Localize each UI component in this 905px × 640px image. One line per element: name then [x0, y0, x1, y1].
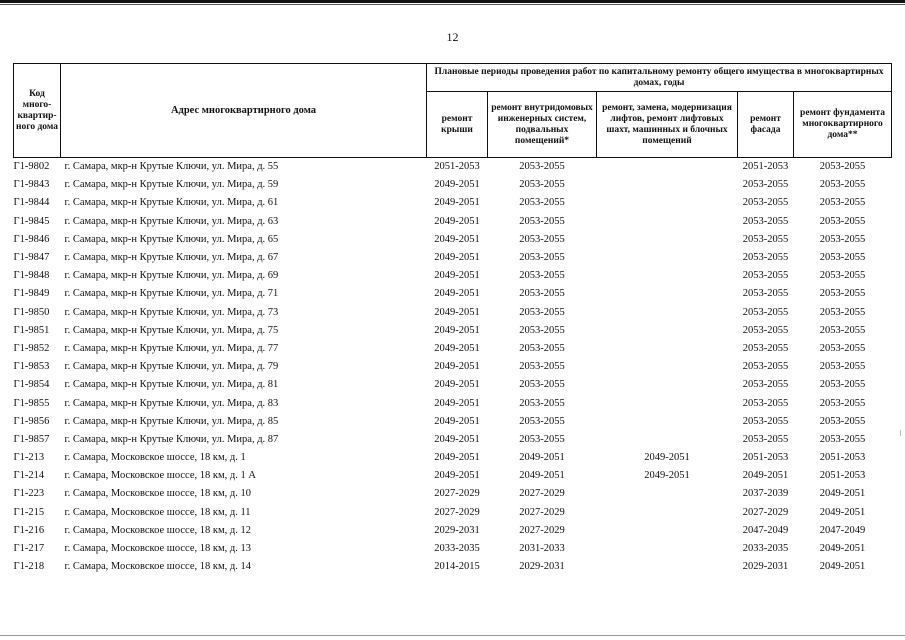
table-row	[14, 304, 892, 322]
table-row	[14, 485, 892, 503]
top-border-line	[0, 0, 905, 3]
table-row	[14, 522, 892, 540]
building-code-cell: Г1-9847	[13, 252, 50, 264]
foundation-repair-cell: 2053-2055	[819, 361, 866, 373]
roof-repair-cell: 2029-2031	[434, 524, 480, 536]
elevator-repair-cell	[597, 540, 738, 558]
foundation-repair-cell: 2053-2055	[819, 306, 866, 318]
foundation-repair-cell: 2053-2055	[819, 379, 866, 391]
elevator-repair-cell	[597, 413, 738, 431]
systems-repair-cell: 2053-2055	[519, 270, 565, 282]
header-address: Адрес многоквартирного дома	[61, 64, 427, 158]
top-border-line-thin	[0, 4, 905, 5]
foundation-repair-cell: 2053-2055	[819, 415, 866, 427]
roof-repair-cell: 2033-2035	[434, 543, 480, 555]
elevator-repair-cell	[597, 158, 738, 177]
facade-repair-cell: 2053-2055	[742, 179, 789, 191]
facade-repair-cell: 2053-2055	[742, 342, 789, 354]
facade-repair-cell: 2053-2055	[742, 306, 789, 318]
facade-repair-cell: 2053-2055	[742, 397, 789, 409]
foundation-repair-cell: 2047-2049	[819, 524, 866, 536]
foundation-repair-cell: 2049-2051	[819, 488, 866, 500]
systems-repair-cell: 2053-2055	[519, 433, 565, 445]
elevator-repair-cell	[597, 322, 738, 340]
foundation-repair-cell: 2053-2055	[819, 161, 866, 173]
building-code-cell: Г1-218	[13, 561, 45, 573]
building-code-cell: Г1-216	[13, 524, 45, 536]
systems-repair-cell: 2053-2055	[519, 342, 565, 354]
facade-repair-cell: 2033-2035	[742, 543, 789, 555]
address-cell: г. Самара, Московское шоссе, 18 км, д. 14	[64, 561, 251, 573]
address-cell: г. Самара, Московское шоссе, 18 км, д. 1 А	[64, 470, 256, 482]
systems-repair-cell: 2053-2055	[519, 179, 565, 191]
address-cell: г. Самара, Московское шоссе, 18 км, д. 10	[64, 488, 251, 500]
building-code-cell: Г1-9851	[13, 324, 50, 336]
table-row	[14, 231, 892, 249]
systems-repair-cell: 2053-2055	[519, 197, 565, 209]
foundation-repair-cell: 2049-2051	[819, 543, 866, 555]
facade-repair-cell: 2037-2039	[742, 488, 789, 500]
building-code-cell: Г1-223	[13, 488, 45, 500]
address-cell: г. Самара, мкр-н Крутые Ключи, ул. Мира, д. 55	[64, 161, 279, 173]
systems-repair-cell: 2029-2031	[519, 561, 565, 573]
facade-repair-cell: 2051-2053	[742, 161, 789, 173]
foundation-repair-cell: 2053-2055	[819, 433, 866, 445]
foundation-repair-cell: 2053-2055	[819, 233, 866, 245]
elevator-repair-cell	[597, 340, 738, 358]
foundation-repair-cell: 2053-2055	[819, 342, 866, 354]
foundation-repair-cell: 2053-2055	[819, 252, 866, 264]
roof-repair-cell: 2049-2051	[434, 324, 480, 336]
building-code-cell: Г1-9857	[13, 433, 50, 445]
facade-repair-cell: 2053-2055	[742, 415, 789, 427]
address-cell: г. Самара, Московское шоссе, 18 км, д. 11	[64, 506, 251, 518]
roof-repair-cell: 2049-2051	[434, 470, 480, 482]
elevator-repair-cell	[597, 194, 738, 212]
building-code-cell: Г1-9843	[13, 179, 50, 191]
building-code-cell: Г1-9855	[13, 397, 50, 409]
facade-repair-cell: 2053-2055	[742, 324, 789, 336]
foundation-repair-cell: 2049-2051	[819, 506, 866, 518]
roof-repair-cell: 2049-2051	[434, 197, 480, 209]
building-code-cell: Г1-214	[13, 470, 45, 482]
building-code-cell: Г1-9852	[13, 342, 50, 354]
facade-repair-cell: 2047-2049	[742, 524, 789, 536]
elevator-repair-cell	[597, 376, 738, 394]
bottom-border-line	[0, 635, 905, 636]
address-cell: г. Самара, мкр-н Крутые Ключи, ул. Мира, д. 61	[64, 197, 279, 209]
building-code-cell: Г1-9854	[13, 379, 50, 391]
address-cell: г. Самара, мкр-н Крутые Ключи, ул. Мира, д. 87	[64, 433, 279, 445]
facade-repair-cell: 2029-2031	[742, 561, 789, 573]
systems-repair-cell: 2053-2055	[519, 161, 565, 173]
facade-repair-cell: 2053-2055	[742, 433, 789, 445]
table-row	[14, 322, 892, 340]
systems-repair-cell: 2049-2051	[519, 452, 565, 464]
capital-repair-table	[13, 63, 892, 576]
systems-repair-cell: 2053-2055	[519, 233, 565, 245]
table-row	[14, 213, 892, 231]
address-cell: г. Самара, мкр-н Крутые Ключи, ул. Мира, д. 77	[64, 342, 279, 354]
elevator-repair-cell	[597, 267, 738, 285]
facade-repair-cell: 2027-2029	[742, 506, 789, 518]
facade-repair-cell: 2053-2055	[742, 233, 789, 245]
foundation-repair-cell: 2053-2055	[819, 179, 866, 191]
table-row	[14, 358, 892, 376]
roof-repair-cell: 2049-2051	[434, 379, 480, 391]
systems-repair-cell: 2053-2055	[519, 415, 565, 427]
header-roof-repair: ремонт крыши	[427, 92, 488, 158]
foundation-repair-cell: 2053-2055	[819, 270, 866, 282]
address-cell: г. Самара, мкр-н Крутые Ключи, ул. Мира, д. 59	[64, 179, 279, 191]
roof-repair-cell: 2051-2053	[434, 161, 480, 173]
address-cell: г. Самара, мкр-н Крутые Ключи, ул. Мира, д. 63	[64, 215, 279, 227]
building-code-cell: Г1-9856	[13, 415, 50, 427]
roof-repair-cell: 2027-2029	[434, 488, 480, 500]
address-cell: г. Самара, Московское шоссе, 18 км, д. 13	[64, 543, 251, 555]
elevator-repair-cell	[597, 358, 738, 376]
header-engineering-systems-repair: ремонт внутридомовых инженерных систем, подвальных помещений*	[488, 92, 597, 158]
facade-repair-cell: 2051-2053	[742, 452, 789, 464]
table-row	[14, 267, 892, 285]
roof-repair-cell: 2049-2051	[434, 397, 480, 409]
elevator-repair-cell	[597, 213, 738, 231]
systems-repair-cell: 2027-2029	[519, 524, 565, 536]
header-facade-repair: ремонт фасада	[738, 92, 794, 158]
header-foundation-repair: ремонт фундамента многоквартирного дома**	[794, 92, 892, 158]
address-cell: г. Самара, мкр-н Крутые Ключи, ул. Мира, д. 75	[64, 324, 279, 336]
table-row	[14, 504, 892, 522]
elevator-repair-cell	[597, 522, 738, 540]
elevator-repair-cell	[597, 431, 738, 449]
table-row	[14, 285, 892, 303]
foundation-repair-cell: 2051-2053	[819, 470, 866, 482]
roof-repair-cell: 2049-2051	[434, 433, 480, 445]
foundation-repair-cell: 2053-2055	[819, 197, 866, 209]
systems-repair-cell: 2053-2055	[519, 252, 565, 264]
page-number: 12	[446, 30, 459, 44]
address-cell: г. Самара, Московское шоссе, 18 км, д. 12	[64, 524, 251, 536]
address-cell: г. Самара, мкр-н Крутые Ключи, ул. Мира, д. 69	[64, 270, 279, 282]
roof-repair-cell: 2027-2029	[434, 506, 480, 518]
building-code-cell: Г1-9848	[13, 270, 50, 282]
foundation-repair-cell: 2053-2055	[819, 288, 866, 300]
building-code-cell: Г1-9849	[13, 288, 50, 300]
systems-repair-cell: 2027-2029	[519, 506, 565, 518]
facade-repair-cell: 2053-2055	[742, 270, 789, 282]
header-building-code: Код много-квартир-ного дома	[14, 64, 61, 158]
address-cell: г. Самара, мкр-н Крутые Ключи, ул. Мира, д. 67	[64, 252, 279, 264]
elevator-repair-cell: 2049-2051	[644, 470, 690, 482]
address-cell: г. Самара, мкр-н Крутые Ключи, ул. Мира, д. 79	[64, 361, 279, 373]
roof-repair-cell: 2049-2051	[434, 252, 480, 264]
elevator-repair-cell	[597, 558, 738, 576]
elevator-repair-cell	[597, 304, 738, 322]
building-code-cell: Г1-213	[13, 452, 45, 464]
roof-repair-cell: 2049-2051	[434, 342, 480, 354]
systems-repair-cell: 2027-2029	[519, 488, 565, 500]
elevator-repair-cell	[597, 394, 738, 412]
table-row	[14, 558, 892, 576]
address-cell: г. Самара, мкр-н Крутые Ключи, ул. Мира, д. 83	[64, 397, 279, 409]
roof-repair-cell: 2049-2051	[434, 288, 480, 300]
table-row	[14, 467, 892, 485]
elevator-repair-cell	[597, 176, 738, 194]
building-code-cell: Г1-9844	[13, 197, 50, 209]
systems-repair-cell: 2053-2055	[519, 215, 565, 227]
roof-repair-cell: 2049-2051	[434, 452, 480, 464]
facade-repair-cell: 2053-2055	[742, 252, 789, 264]
address-cell: г. Самара, мкр-н Крутые Ключи, ул. Мира, д. 71	[64, 288, 279, 300]
systems-repair-cell: 2031-2033	[519, 543, 565, 555]
table-row	[14, 340, 892, 358]
building-code-cell: Г1-9846	[13, 233, 50, 245]
scan-artifact	[900, 430, 901, 436]
building-code-cell: Г1-215	[13, 506, 45, 518]
foundation-repair-cell: 2053-2055	[819, 397, 866, 409]
foundation-repair-cell: 2051-2053	[819, 452, 866, 464]
header-planned-periods: Плановые периоды проведения работ по капитальному ремонту общего имущества в многоквартирных домах, годы	[427, 64, 892, 92]
table-row	[14, 376, 892, 394]
systems-repair-cell: 2053-2055	[519, 324, 565, 336]
building-code-cell: Г1-9850	[13, 306, 50, 318]
roof-repair-cell: 2049-2051	[434, 270, 480, 282]
address-cell: г. Самара, Московское шоссе, 18 км, д. 1	[64, 452, 246, 464]
table-row	[14, 394, 892, 412]
foundation-repair-cell: 2053-2055	[819, 324, 866, 336]
facade-repair-cell: 2053-2055	[742, 379, 789, 391]
building-code-cell: Г1-9853	[13, 361, 50, 373]
systems-repair-cell: 2053-2055	[519, 288, 565, 300]
facade-repair-cell: 2053-2055	[742, 361, 789, 373]
address-cell: г. Самара, мкр-н Крутые Ключи, ул. Мира, д. 73	[64, 306, 279, 318]
facade-repair-cell: 2053-2055	[742, 197, 789, 209]
header-elevator-repair: ремонт, замена, модернизация лифтов, ремонт лифтовых шахт, машинных и блочных помещений	[597, 92, 738, 158]
foundation-repair-cell: 2049-2051	[819, 561, 866, 573]
roof-repair-cell: 2049-2051	[434, 306, 480, 318]
facade-repair-cell: 2049-2051	[742, 470, 789, 482]
table-row	[14, 176, 892, 194]
roof-repair-cell: 2014-2015	[434, 561, 480, 573]
elevator-repair-cell	[597, 285, 738, 303]
elevator-repair-cell	[597, 504, 738, 522]
facade-repair-cell: 2053-2055	[742, 288, 789, 300]
elevator-repair-cell	[597, 231, 738, 249]
address-cell: г. Самара, мкр-н Крутые Ключи, ул. Мира, д. 81	[64, 379, 279, 391]
building-code-cell: Г1-9845	[13, 215, 50, 227]
table-row	[14, 249, 892, 267]
elevator-repair-cell: 2049-2051	[644, 452, 690, 464]
table-row	[14, 449, 892, 467]
foundation-repair-cell: 2053-2055	[819, 215, 866, 227]
roof-repair-cell: 2049-2051	[434, 361, 480, 373]
address-cell: г. Самара, мкр-н Крутые Ключи, ул. Мира, д. 85	[64, 415, 279, 427]
table-row	[14, 431, 892, 449]
table-row	[14, 194, 892, 212]
systems-repair-cell: 2053-2055	[519, 379, 565, 391]
table-row	[14, 158, 892, 177]
roof-repair-cell: 2049-2051	[434, 233, 480, 245]
table-row	[14, 540, 892, 558]
elevator-repair-cell	[597, 249, 738, 267]
systems-repair-cell: 2053-2055	[519, 397, 565, 409]
roof-repair-cell: 2049-2051	[434, 415, 480, 427]
systems-repair-cell: 2049-2051	[519, 470, 565, 482]
elevator-repair-cell	[597, 485, 738, 503]
address-cell: г. Самара, мкр-н Крутые Ключи, ул. Мира, д. 65	[64, 233, 279, 245]
roof-repair-cell: 2049-2051	[434, 179, 480, 191]
systems-repair-cell: 2053-2055	[519, 361, 565, 373]
building-code-cell: Г1-217	[13, 543, 45, 555]
table-row	[14, 413, 892, 431]
roof-repair-cell: 2049-2051	[434, 215, 480, 227]
building-code-cell: Г1-9802	[13, 161, 50, 173]
facade-repair-cell: 2053-2055	[742, 215, 789, 227]
systems-repair-cell: 2053-2055	[519, 306, 565, 318]
table-body	[14, 158, 892, 577]
